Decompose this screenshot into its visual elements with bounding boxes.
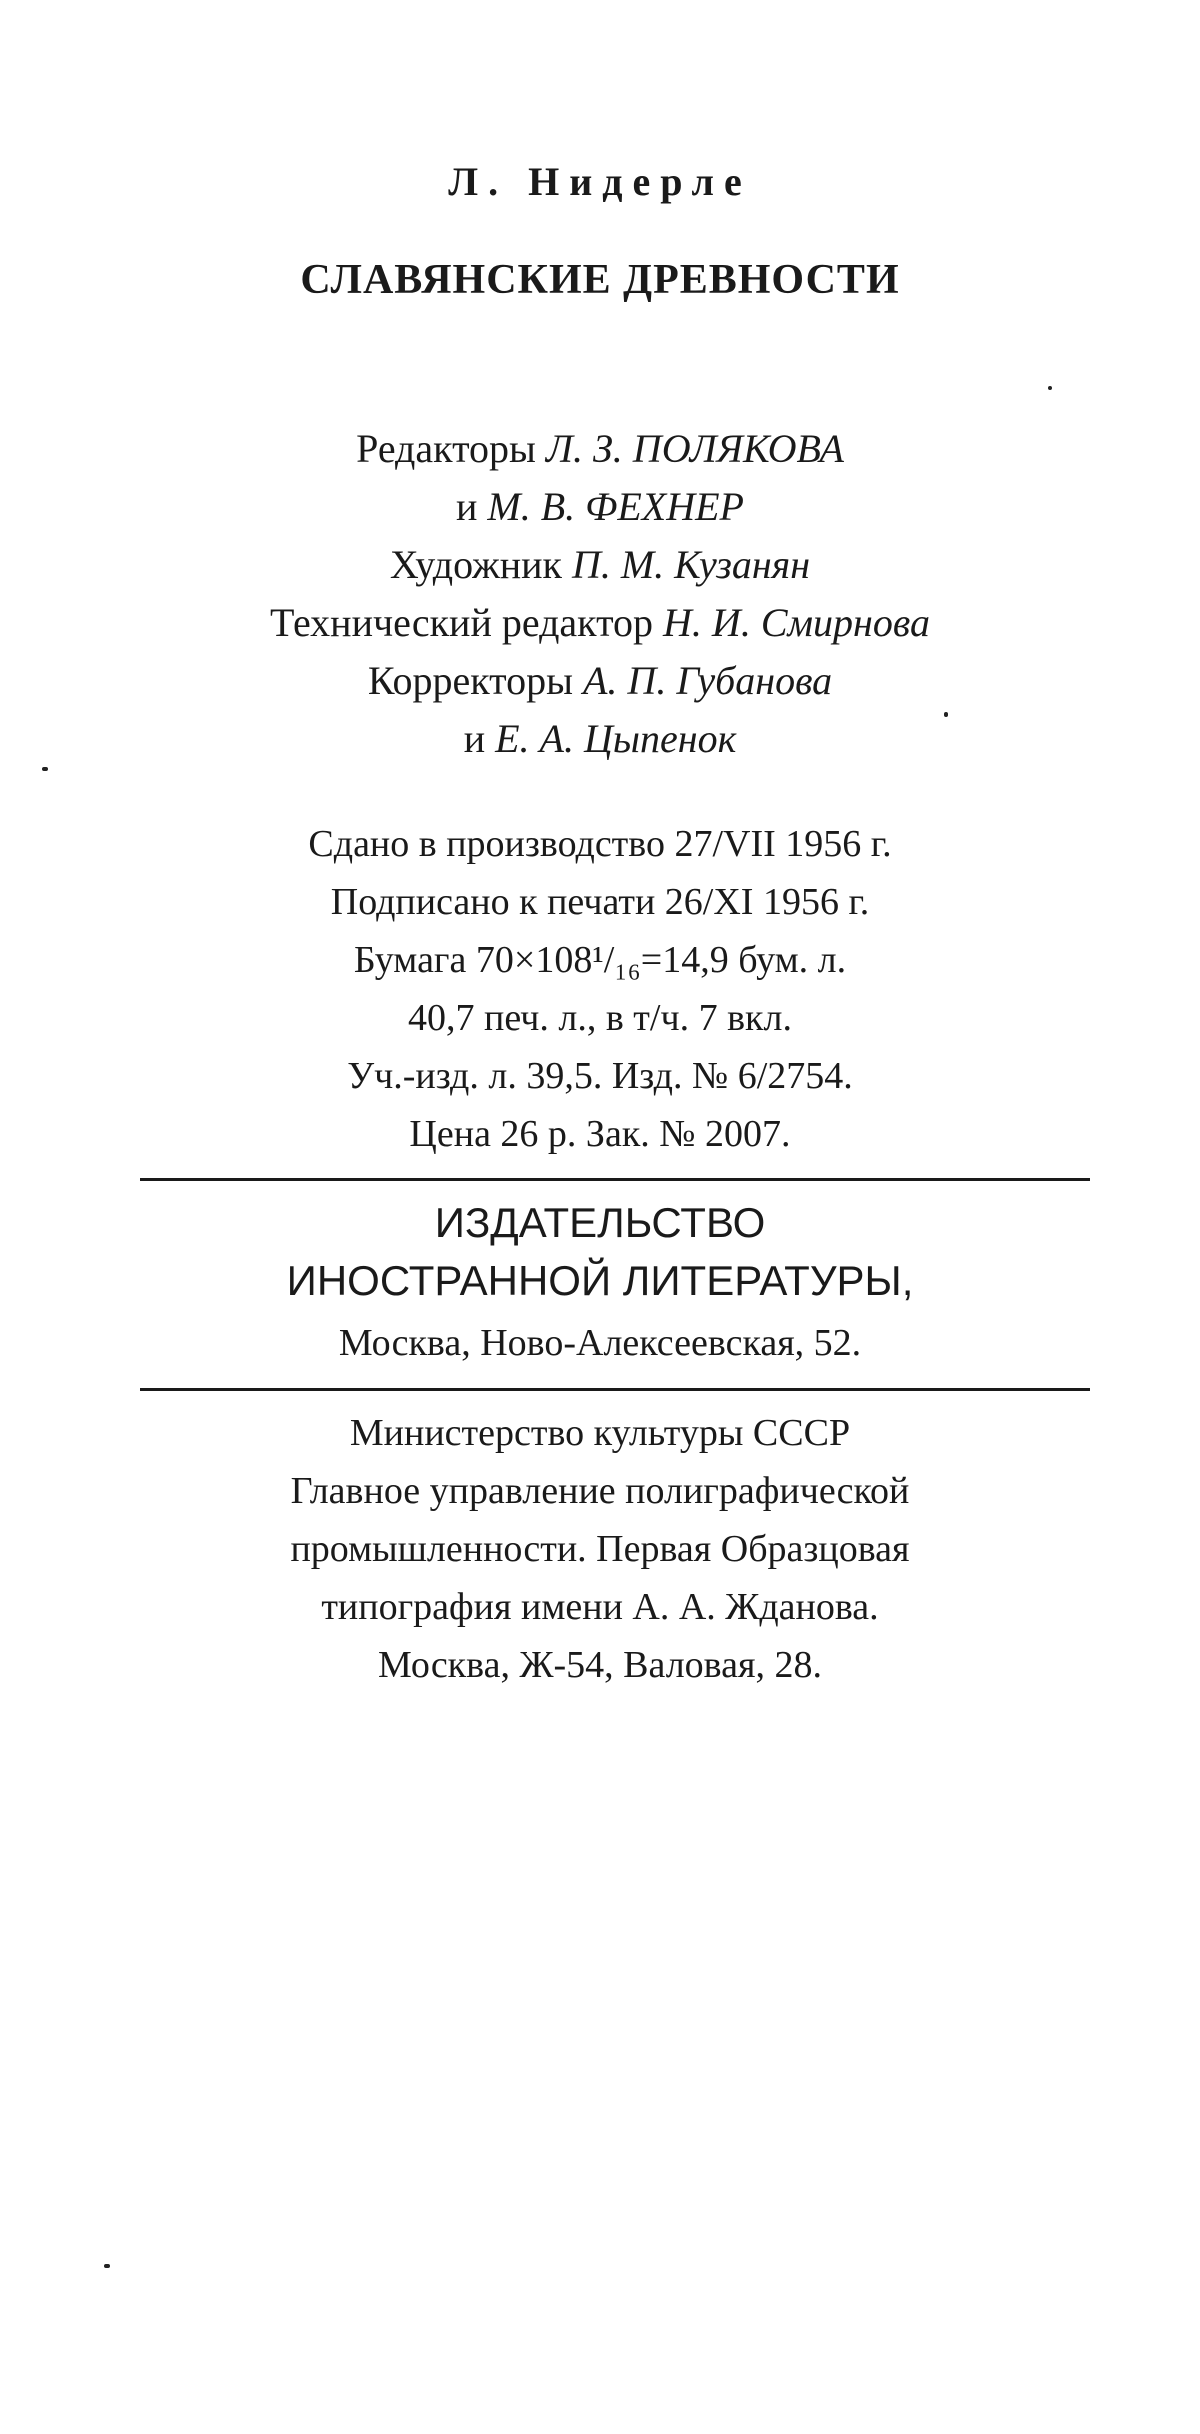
production-date: Сдано в производство 27/VII 1956 г. [308,823,892,865]
price-order: Цена 26 р. Зак. № 2007. [409,1113,791,1155]
scan-speck [1048,386,1052,390]
divider-top [140,1178,1090,1181]
tech-editor-name: Н. И. Смирнова [663,600,930,645]
corrector-2: Е. А. Цыпенок [495,716,737,761]
correctors-role: Корректоры [367,658,573,703]
editor-1: Л. З. ПОЛЯКОВА [545,426,844,471]
printer-industry: промышленности. Первая Образцовая [290,1528,910,1570]
editors-and: и [456,484,478,529]
scan-speck [42,767,48,771]
print-sheets: 40,7 печ. л., в т/ч. 7 вкл. [408,997,792,1039]
author-name: Л. Нидерле [448,159,752,204]
tech-editor-role: Технический редактор [270,600,654,645]
scan-speck [104,2264,110,2268]
correctors-line-2 [0,710,1200,768]
artist-name: П. М. Кузанян [571,542,811,587]
signed-date: Подписано к печати 26/XI 1956 г. [330,881,870,923]
paper-format: Бумага 70×108¹/₁₆=14,9 бум. л. [353,939,847,981]
printer-ministry: Министерство культуры СССР [349,1412,851,1454]
corrector-1: А. П. Губанова [583,658,833,703]
printer-address: Москва, Ж-54, Валовая, 28. [378,1644,822,1686]
publisher-address: Москва, Ново-Алексеевская, 52. [338,1322,862,1364]
editors-line [0,420,1200,478]
editors-role: Редакторы [356,426,536,471]
editors-line-2 [0,478,1200,536]
divider-bottom [140,1388,1090,1391]
editor-2: М. В. ФЕХНЕР [487,484,744,529]
book-title: СЛАВЯНСКИЕ ДРЕВНОСТИ [300,257,900,303]
artist-line [0,536,1200,594]
publisher-name-line1: ИЗДАТЕЛЬСТВО [434,1199,766,1246]
artist-role: Художник [389,542,562,587]
printer-directorate: Главное управление полиграфической [290,1470,910,1512]
printer-typography: типография имени А. А. Жданова. [321,1586,879,1628]
publisher-name-line2: ИНОСТРАННОЙ ЛИТЕРАТУРЫ, [286,1257,914,1304]
correctors-and: и [463,716,486,761]
scan-speck [944,712,948,717]
correctors-line [0,652,1200,710]
tech-editor-line [0,594,1200,652]
edition-number: Уч.-изд. л. 39,5. Изд. № 6/2754. [347,1055,853,1097]
